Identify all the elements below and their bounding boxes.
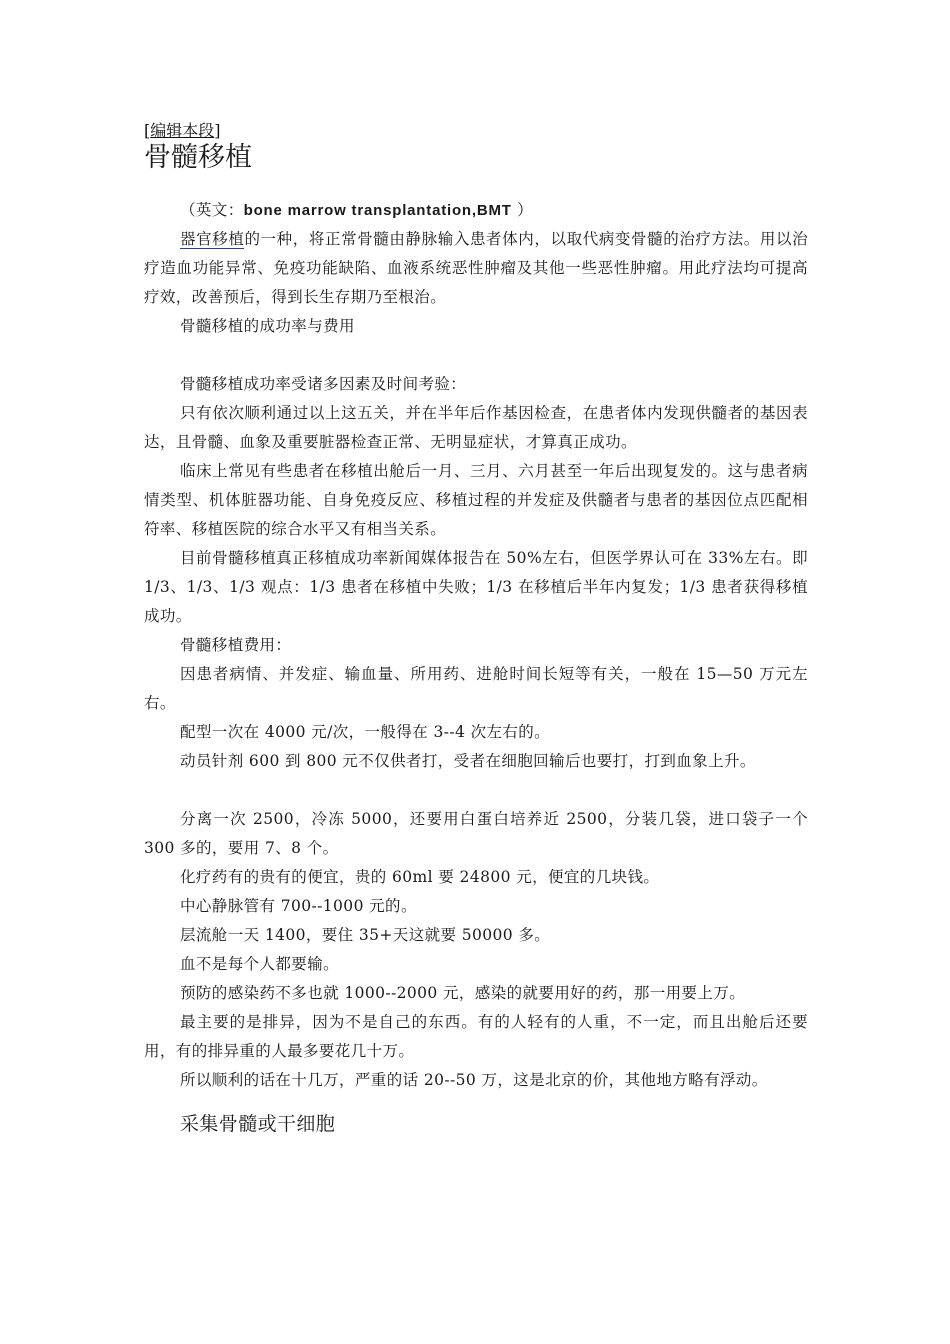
paragraph-success-2: 临床上常见有些患者在移植出舱后一月、三月、六月甚至一年后出现复发的。这与患者病情类型、机体脏器功能、自身免疫反应、移植过程的并发症及供髓者与患者的基因位点匹配相符率、移植医院的综合水平又有相当关系。	[144, 462, 808, 538]
english-name-line	[144, 196, 808, 225]
english-prefix: （英文：	[180, 201, 244, 219]
paragraph-cost-7: 所以顺利的话在十几万，严重的话 20--50 万，这是北京的价，其他地方略有浮动。	[180, 1071, 768, 1089]
edit-section-link[interactable]	[144, 120, 221, 142]
blank-line	[144, 341, 808, 370]
paragraph-cost-5: 预防的感染药不多也就 1000--2000 元，感染的就要用好的药，那一用要上万。	[180, 984, 746, 1002]
edit-link-bracket-close: ]	[214, 121, 221, 140]
paragraph-cost-1: 化疗药有的贵有的便宜，贵的 60ml 要 24800 元，便宜的几块钱。	[180, 868, 660, 886]
english-suffix: ）	[511, 201, 533, 219]
subheading-success-cost: 骨髓移植的成功率与费用	[180, 317, 355, 335]
edit-link-bracket-open: [	[144, 121, 151, 140]
paragraph-success-4: 骨髓移植费用：	[180, 636, 292, 654]
article-body	[144, 120, 808, 1139]
paragraph-success-7: 动员针剂 600 到 800 元不仅供者打，受者在细胞回输后也要打，打到血象上升。	[180, 752, 756, 770]
page-title: 骨髓移植	[144, 142, 252, 173]
paragraph-cost-4: 血不是每个人都要输。	[180, 955, 340, 973]
paragraph-cost-0: 分离一次 2500，冷冻 5000，还要用白蛋白培养近 2500，分装几袋，进口袋子一个 300 多的，要用 7、8 个。	[144, 810, 808, 857]
definition-text: 的一种，将正常骨髓由静脉输入患者体内，以取代病变骨髓的治疗方法。用以治疗造血功能异常、免疫功能缺陷、血液系统恶性肿瘤及其他一些恶性肿瘤。用此疗法均可提高疗效，改善预后，得到长生存期乃至根治。	[144, 230, 808, 306]
paragraph-cost-6: 最主要的是排异，因为不是自己的东西。有的人轻有的人重，不一定，而且出舱后还要用，有的排异重的人最多要花几十万。	[144, 1013, 808, 1060]
paragraph-success-1: 只有依次顺利通过以上这五关，并在半年后作基因检查，在患者体内发现供髓者的基因表达，且骨髓、血象及重要脏器检查正常、无明显症状，才算真正成功。	[144, 404, 808, 451]
paragraph-cost-2: 中心静脉管有 700--1000 元的。	[180, 897, 417, 915]
definition-paragraph	[144, 225, 808, 312]
organ-transplant-link[interactable]: 器官移植	[180, 230, 245, 248]
blank-line	[144, 776, 808, 805]
paragraph-success-5: 因患者病情、并发症、输血量、所用药、进舱时间长短等有关，一般在 15—50 万元左右。	[144, 665, 808, 712]
english-term: bone marrow transplantation,BMT	[243, 202, 512, 219]
paragraph-success-3: 目前骨髓移植真正移植成功率新闻媒体报告在 50%左右，但医学界认可在 33%左右。即 1/3、1/3、1/3 观点：1/3 患者在移植中失败；1/3 在移植后半年内复发；1/3 患者获得移植成功。	[144, 549, 808, 625]
paragraph-success-6: 配型一次在 4000 元/次，一般得在 3--4 次左右的。	[180, 723, 551, 741]
section-heading-collection: 采集骨髓或干细胞	[180, 1113, 336, 1135]
paragraph-cost-3: 层流舱一天 1400，要住 35+天这就要 50000 多。	[180, 926, 551, 944]
paragraph-success-0: 骨髓移植成功率受诸多因素及时间考验：	[180, 375, 467, 393]
edit-link-label: 编辑本段	[150, 121, 215, 140]
